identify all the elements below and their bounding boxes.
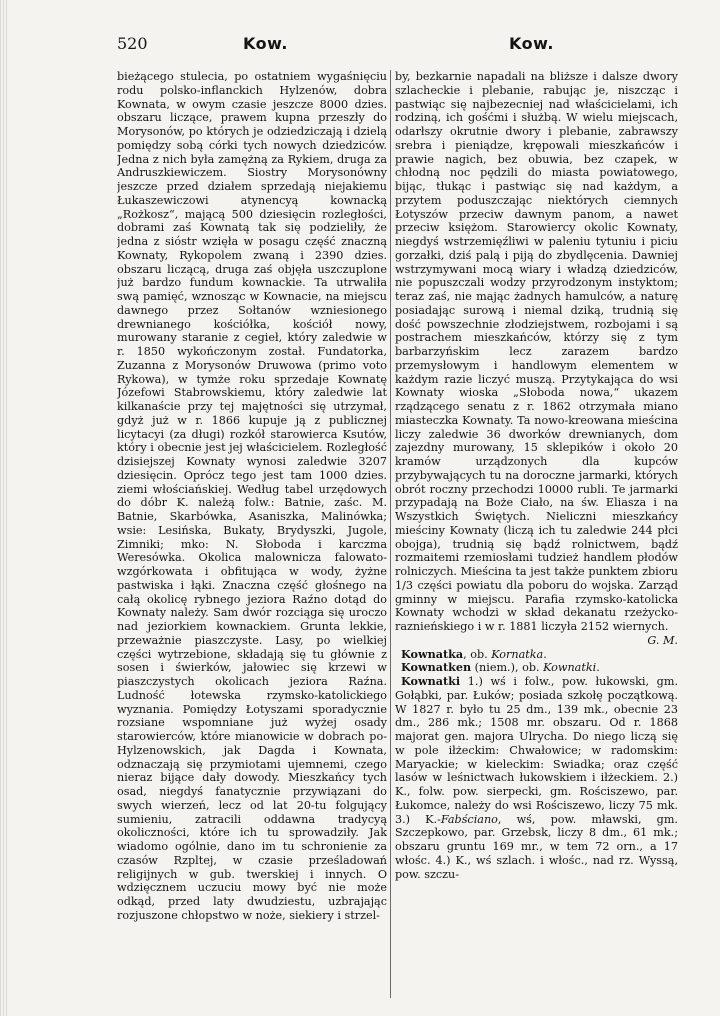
- entry-kownatken: [395, 661, 678, 675]
- main-paragraph: by, bezkarnie napadali na bliższe i dalsze dwory szlacheckie i plebanie, rabując je, niszcząc i pastwiąc się najbezecniej nad właścicielami, ich rodziną, ich gośćmi i służbą. W wielu miejscach, odarłszy okrutnie dwory i plebanie, zabrawszy srebra i pieniądze, krępowali mieszkańców i prawie nagich, bez obuwia, bez czapek, w chłodną noc pędzili do miasta powiatowego, bijąc, tłukąc i pastwiąc się nad każdym, a przytem poduszczając niektórych ciemnych Łotyszów przeciw dawnym panom, a nawet przeciw księżom. Starowiercy okolic Kownaty, niegdyś wstrzemięźliwi w paleniu tytuniu i piciu gorzałki, dziś palą i piją do zbydlęcenia. Dawniej wstrzymywani mocą wiary i władzą dziedziców, nie popuszczali wodzy przyrodzonym instyktom; teraz zaś, nie mając żadnych hamulców, a naturę posiadając surową i niemal dziką, trudnią się dość powszechnie złodziejstwem, rozbojami i są postrachem mieszkańców, którzy się z tym barbarzyńskim lecz zarazem bardzo przemysłowym i handlowym elementem w każdym razie liczyć muszą. Przytykająca do wsi Kownaty wioska „Słoboda nowa,“ ukazem rządzącego senatu z r. 1862 otrzymała miano miasteczka Kownaty. Ta nowo-kreowana mieścina liczy zaledwie 36 dworków drewnianych, dom zajezdny murowany, 15 sklepików i około 20 kramów urządzonych dla kupców przybywających tu na doroczne jarmarki, których obrót roczny przechodzi 10000 rubli. Te jarmarki przypadają na Boże Ciało, na św. Eliasza i na Wszystkich Świętych. Nieliczni mieszkańcy mieściny Kownaty (liczą ich tu zaledwie 244 płci obojga), trudnią się bądź rolnictwem, bądź rozmaitemi rzemiosłami tudzież handlem płodów rolniczych. Mieścina ta jest także punktem zbioru 1/3 części powiatu dla poboru do wojska. Zarząd gminny w miejscu. Parafia rzymsko-katolicka Kownaty wchodzi w skład dekanatu rzeżycko-raznieńskiego i w r. 1881 liczyła 2152 wiernych.: [395, 70, 678, 633]
- kownata-article-continuation: [395, 70, 678, 648]
- page-header: [117, 34, 677, 58]
- running-head-right: Kow.: [509, 34, 554, 53]
- entry-tail: , wś, pow. mławski, gm. Szczepkowo, par. Grzebsk, liczy 8 dm., 61 mk.; obszaru gruntu 169 mr., w tem 72 orn., a 17 włośc. 4.) K., wś szlach. i włośc., nad rz. Wyssą, pow. szczu-: [395, 812, 678, 881]
- running-head-left: Kow.: [243, 34, 288, 53]
- cross-reference: Kownatki: [543, 661, 597, 675]
- headword-kownatki: Kownatki: [401, 674, 461, 688]
- column-divider: [390, 70, 391, 998]
- entry-body: 1.) wś i folw., pow. łukowski, gm. Gołąbki, par. Łuków; posiada szkołę początkową. W 1827 r. było tu 25 dm., 139 mk., obecnie 23 dm., 286 mk.; 1508 mr. obszaru. Od r. 1868 majorat gen. majora Ulrycha. Do niego liczą się w pole iłżeckim: Chwałowice; w radomskim: Maryackie; w kieleckim: Swiadka; oraz część lasów w leśnictwach łukowskiem i iłżeckiem. 2.) K., folw. pow. sierpecki, gm. Rościszewo, par. Łukomce, należy do wsi Rościszewo, liczy 75 mk. 3.) K.-: [395, 675, 678, 826]
- page-number: 520: [117, 34, 148, 53]
- entry-kownatki: [395, 675, 678, 881]
- entry-kownatka: [395, 648, 678, 662]
- right-column: [395, 70, 678, 998]
- entry-tail: .: [543, 647, 547, 661]
- cross-reference: Kornatka: [491, 647, 544, 661]
- headword-kownatken: Kownatken: [401, 660, 472, 675]
- place-name-italic: Fabściano: [440, 812, 498, 826]
- page-binding-edge: [0, 0, 9, 1016]
- left-column: [117, 70, 387, 998]
- author-signature: G. M.: [647, 633, 678, 647]
- left-column-text: bieżącego stulecia, po ostatniem wygaśnięciu rodu polsko-inflanckich Hylzenów, dobra Kownata, w owym czasie jeszcze 8000 dzies. obszaru liczące, prawem kupna przeszły do Morysonów, po których je odziedziczają i dzielą pomiędzy sobą córki tych nowych dziedziców. Jedna z nich była zamężną za Rykiem, druga za Andruszkiewiczem. Siostry Morysonówny jeszcze przed działem sprzedają niejakiemu Łukaszewiczowi atynencyą kownacką „Rożkosz“, mającą 500 dziesięcin rozległości, dobrami zaś Kownatą tak się podzieliły, że jedna z sióstr wzięła w posagu część znaczną Kownaty, Rykopolem zwaną i 2390 dzies. obszaru liczącą, druga zaś objęła uszczuplone już bardzo fundum kownackie. Ta utrwaliła swą pamięć, wznosząc w Kownacie, na miejscu dawnego przez Sołtanów wzniesionego drewnianego kościółka, kościół nowy, murowany staranie z cegieł, który zaledwie w r. 1850 wykończonym został. Fundatorka, Zuzanna z Morysonów Druwowa (primo voto Rykowa), w tymże roku sprzedaje Kownatę Józefowi Stabrowskiemu, który zaledwie lat kilkanaście przy tej majętności się utrzymał, gdyż już w r. 1866 kupuje ją z publicznej licytacyi (za długi) rozkół starowierca Ksutów, który i obecnie jest jej właścicielem. Rozległość dzisiejszej Kownaty wynosi zaledwie 3207 dziesięcin. Oprócz tego jest tam 1000 dzies. ziemi włościańskiej. Według tabel urzędowych do dóbr K. należą folw.: Batnie, zaśc. M. Batnie, Skarbówka, Asaniszka, Malinówka; wsie: Lesińska, Bukaty, Brydyszki, Jugole, Zimniki; mko: N. Słoboda i karczma Weresówka. Okolica malownicza falowato-wzgórkowata i obfitująca w wody, żyżne pastwiska i łąki. Znaczna część głośnego na całą okolicę rybnego jeziora Raźno dotąd do Kownaty należy. Sam dwór rozciąga się uroczo nad jeziorkiem kownackiem. Grunta lekkie, przeważnie piaszczyste. Lasy, po wielkiej części wytrzebione, składają się tu głównie z sosen i świerków, jałowiec się krzewi w piaszczystych okolicach jeziora Raźna. Ludność łotewska rzymsko-katolickiego wyznania. Pomiędzy Łotyszami sporadycznie rozsiane wspomniane już wyżej osady starowierców, które mianowicie w dobrach po-Hylzenowskich, jak Dagda i Kownata, odznaczają się przymiotami ujemnemi, czego nieraz bijące dały dowody. Mieszkańcy tych osad, niegdyś fanatycznie przywiązani do swych wierzeń, lecz od lat 20-tu folgujący sumieniu, zatracili oddawna tradycyą okoliczności, które ich tu sprowadziły. Jak wiadomo ogólnie, dano im tu schronienie za czasów Rzpltej, w czasie prześladowań religijnych w gub. twerskiej i innych. O wdzięcznem uczuciu mowy być nie może odkąd, przed laty dwudziestu, uzbrajając rozjuszone chłopstwo w noże, siekiery i strzel-: [117, 70, 387, 922]
- headword-kownatka: Kownatka: [401, 646, 464, 661]
- entry-tail: .: [596, 661, 600, 675]
- entry-body: (niem.), ob.: [471, 661, 544, 675]
- entry-body: , ob.: [463, 647, 492, 661]
